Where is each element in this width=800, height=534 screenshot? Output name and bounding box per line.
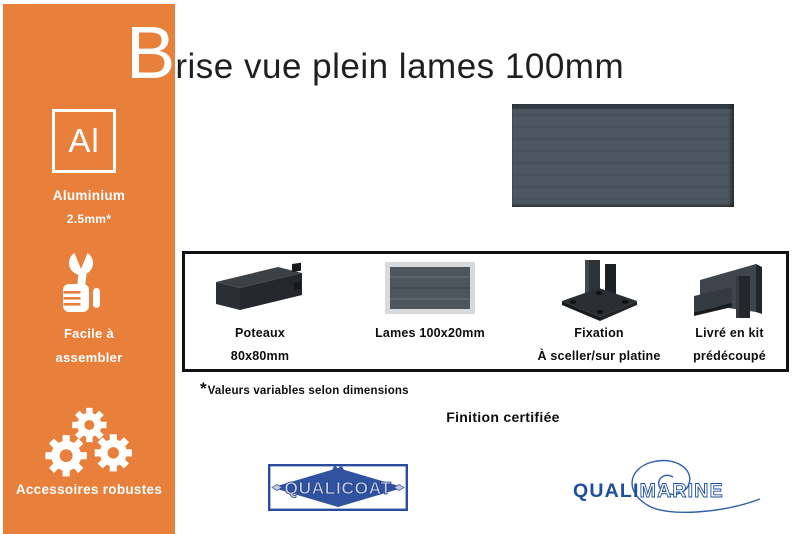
feature-fixation [525, 254, 673, 369]
feature-kit [673, 254, 786, 369]
page-title [126, 11, 625, 94]
svg-text:QUALIMARINE [573, 480, 724, 502]
qualimarine-logo [565, 450, 765, 518]
features-box [182, 251, 789, 372]
assembly-label-line1: Facile à [63, 326, 115, 341]
feature-sublabel: prédécoupé [693, 349, 766, 363]
qualicoat-logo [268, 464, 408, 511]
material-label: Aluminium [52, 188, 126, 203]
feature-sublabel: 80x80mm [230, 349, 290, 363]
slats-panel-thumbnail [385, 262, 475, 314]
footnote-asterisk: * [200, 379, 207, 398]
post-profile-thumbnail [214, 262, 306, 312]
aluminium-symbol-box [52, 109, 116, 173]
qualicoat-logo-text: QUALICOAT [284, 478, 392, 498]
base-plate-thumbnail [557, 260, 642, 322]
certification-heading: Finition certifiée [446, 409, 560, 425]
feature-label: Livré en kit [695, 326, 764, 340]
feature-label: Poteaux [234, 326, 286, 340]
footnote [200, 380, 409, 397]
qualimarine-logo-text-solid: QUALI [573, 480, 640, 502]
kit-boards-thumbnail [692, 262, 767, 320]
feature-sublabel: À sceller/sur platine [537, 349, 661, 363]
gears-icon [39, 402, 139, 478]
footnote-text: Valeurs variables selon dimensions [207, 385, 409, 397]
feature-lames [335, 254, 525, 369]
page-title-rest: rise vue plein lames 100mm [175, 47, 625, 86]
thickness-label: 2.5mm* [66, 212, 112, 226]
assembly-label-line2: assembler [55, 350, 123, 365]
accessories-label: Accessoires robustes [15, 482, 163, 497]
qualimarine-logo-text-outline: MARINE [639, 480, 724, 502]
feature-label: Lames 100x20mm [375, 326, 485, 340]
page-title-initial: B [126, 11, 176, 94]
feature-label: Fixation [574, 326, 624, 340]
feature-poteaux [185, 254, 335, 369]
aluminium-symbol: Al [68, 122, 100, 159]
wrench-hand-icon [51, 250, 113, 322]
product-panel-image [512, 104, 734, 207]
